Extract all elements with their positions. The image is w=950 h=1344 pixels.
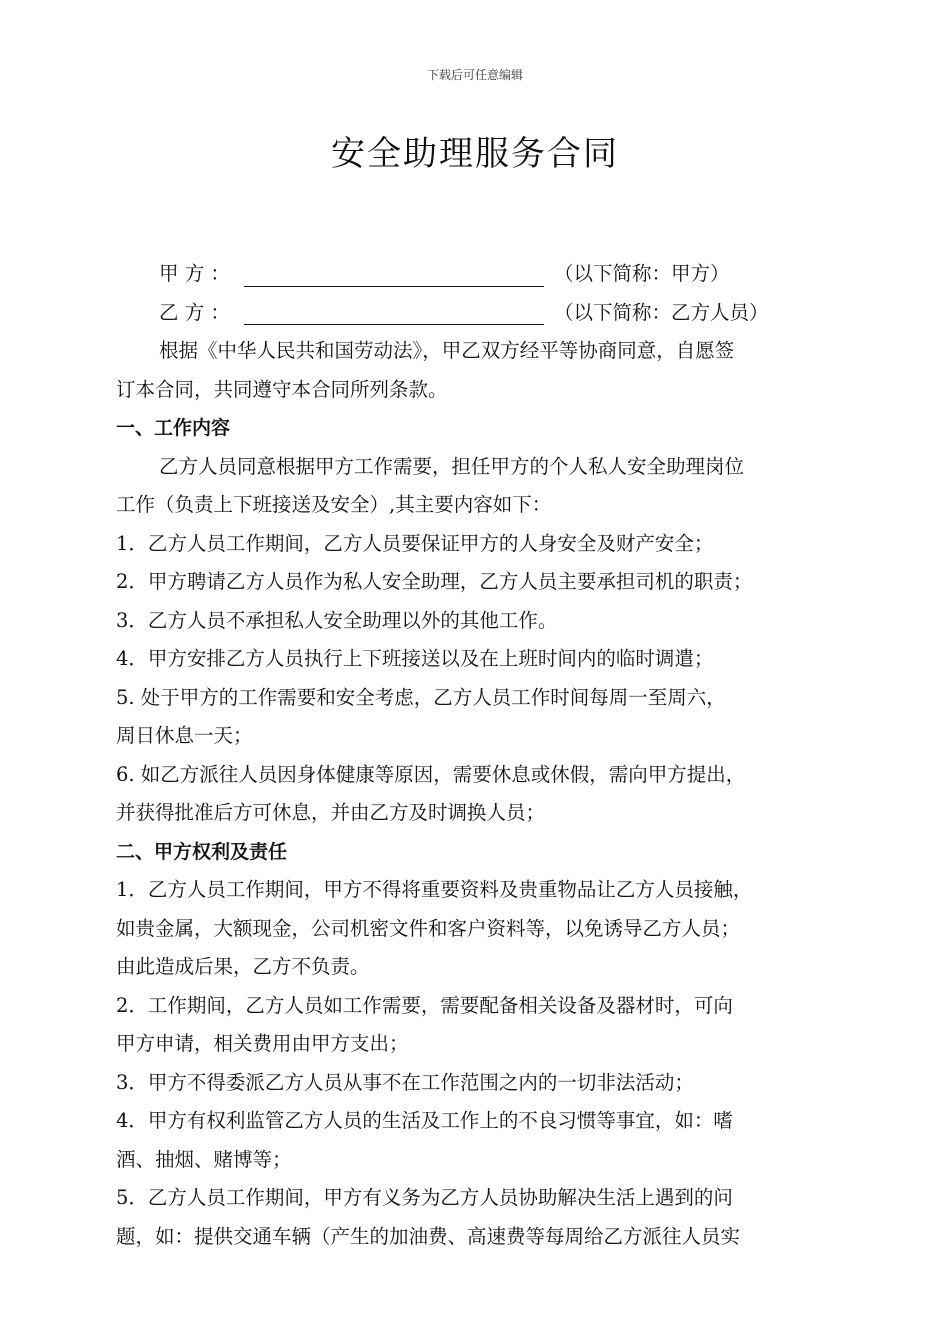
party-b-blank-line (244, 300, 544, 325)
party-a-row (116, 255, 848, 294)
section-heading: 二、甲方权利及责任 (116, 840, 288, 863)
contract-lines (116, 332, 848, 1256)
contract-line: 甲方申请，相关费用由甲方支出； (116, 1032, 409, 1055)
party-b-row (116, 294, 848, 333)
contract-line: 根据《中华人民共和国劳动法》，甲乙双方经平等协商同意，自愿签 (159, 339, 735, 362)
contract-line: 5. 处于甲方的工作需要和安全考虑，乙方人员工作时间每周一至周六， (116, 685, 726, 709)
party-a-label: 甲 方 ： (159, 262, 230, 285)
contract-line: 酒、抽烟、赌博等； (116, 1147, 292, 1171)
party-b-note: （以下简称：乙方人员） (554, 300, 769, 324)
contract-line: 工作（负责上下班接送及安全）,其主要内容如下： (116, 493, 552, 516)
party-a-blank-line (244, 262, 544, 287)
contract-line: 3．甲方不得委派乙方人员从事不在工作范围之内的一切非法活动； (116, 1070, 694, 1094)
contract-line: 2．甲方聘请乙方人员作为私人安全助理，乙方人员主要承担司机的职责； (116, 570, 753, 593)
contract-body (116, 255, 848, 1256)
contract-line: 6. 如乙方派往人员因身体健康等原因，需要休息或休假，需向甲方提出， (116, 762, 746, 786)
contract-line: 4．甲方安排乙方人员执行上下班接送以及在上班时间内的临时调遣； (116, 647, 714, 670)
contract-line: 题，如：提供交通车辆（产生的加油费、高速费等每周给乙方派往人员实 (116, 1224, 741, 1248)
contract-line: 如贵金属，大额现金，公司机密文件和客户资料等，以免诱导乙方人员； (116, 916, 741, 940)
contract-line: 周日休息一天； (116, 724, 253, 747)
contract-line: 1．乙方人员工作期间，甲方不得将重要资料及贵重物品让乙方人员接触， (116, 878, 753, 901)
contract-line: 5．乙方人员工作期间，甲方有义务为乙方人员协助解决生活上遇到的问 (116, 1186, 733, 1209)
contract-line: 乙方人员同意根据甲方工作需要，担任甲方的个人私人安全助理岗位 (159, 454, 745, 478)
contract-line: 并获得批准后方可休息，并由乙方及时调换人员； (116, 801, 546, 824)
document-title: 安全助理服务合同 (331, 134, 619, 174)
contract-line: 1．乙方人员工作期间，乙方人员要保证甲方的人身安全及财产安全； (116, 531, 714, 555)
party-b-label: 乙 方 ： (159, 300, 230, 324)
contract-line: 由此造成后果，乙方不负责。 (116, 955, 370, 978)
header-note: 下载后可任意编辑 (426, 68, 523, 82)
party-a-note: （以下简称：甲方） (554, 262, 730, 285)
contract-line: 2．工作期间，乙方人员如工作需要，需要配备相关设备及器材时，可向 (116, 993, 733, 1017)
contract-line: 4．甲方有权利监管乙方人员的生活及工作上的不良习惯等事宜，如：嗜 (116, 1109, 733, 1132)
contract-line: 3．乙方人员不承担私人安全助理以外的其他工作。 (116, 608, 558, 632)
contract-line: 订本合同，共同遵守本合同所列条款。 (116, 377, 448, 401)
section-heading: 一、工作内容 (116, 417, 231, 439)
